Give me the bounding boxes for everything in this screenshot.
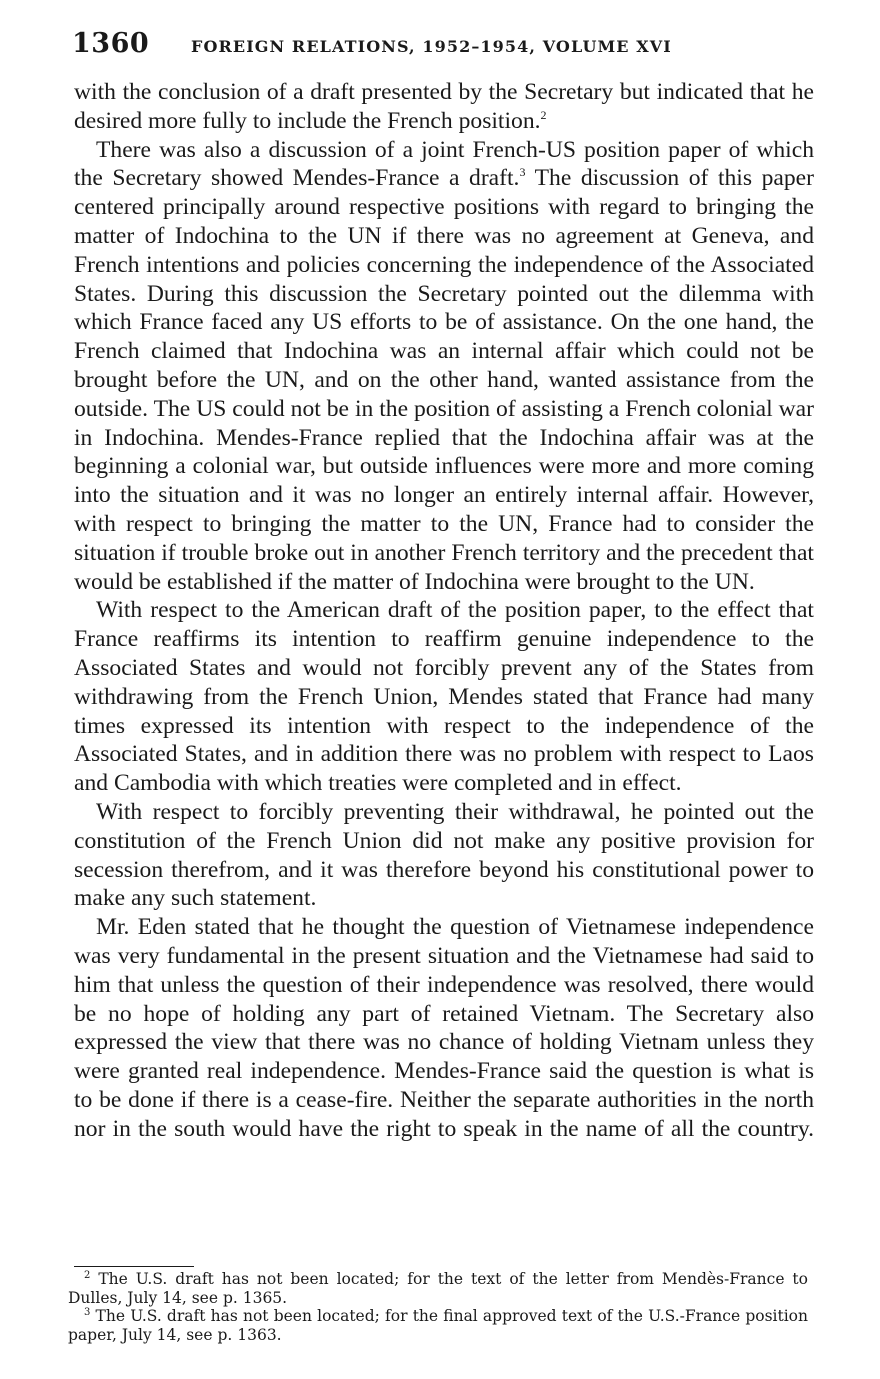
footnote-ref-2: 2 [540, 107, 547, 122]
page-number: 1360 [72, 28, 150, 59]
page-header [72, 28, 812, 64]
paragraph-text: There was also a discussion of a joint French-US position paper of which the Secretary showed Mendes-France a draft. [74, 136, 814, 192]
paragraph-4 [74, 798, 814, 913]
body-text [74, 78, 814, 1143]
footnote-ref-3: 3 [519, 165, 526, 180]
footnote-3 [68, 1307, 808, 1344]
footnote-text: The U.S. draft has not been located; for the text of the letter from Mendès-France to Dulles, July 14, see p. 1365. [68, 1270, 808, 1307]
paragraph-2 [74, 136, 814, 597]
paragraph-5 [74, 913, 814, 1143]
paragraph-3 [74, 596, 814, 798]
footnote-text: The U.S. draft has not been located; for the final approved text of the U.S.-France position paper, July 14, see p. 1363. [68, 1307, 808, 1344]
footnotes [68, 1270, 808, 1344]
paragraph-text: With respect to forcibly preventing their withdrawal, he pointed out the constitution of the French Union did not make any positive provision for secession therefrom, and it was therefore beyond his constitutional power to make any such statement. [74, 798, 814, 912]
footnote-divider [74, 1266, 194, 1267]
footnote-number: 2 [84, 1270, 91, 1281]
paragraph-1 [74, 78, 814, 136]
paragraph-text: Mr. Eden stated that he thought the question of Vietnamese independence was very fundamental in the present situation and the Vietnamese had said to him that unless the question of their independence was resolved, there would be no hope of holding any part of retained Vietnam. The Secretary also expressed the view that there was no chance of holding Vietnam unless they were granted real independence. Mendes-France said the question is what is to be done if there is a cease-fire. Neither the separate authorities in the north nor in the south would have the right to speak in the name of all the country. [74, 914, 814, 1142]
paragraph-text: With respect to the American draft of the position paper, to the effect that France reaffirms its intention to reaffirm genuine independence to the Associated States and would not forcibly prevent any of the States from withdrawing from the French Union, Mendes stated that France had many times expressed its intention with respect to the independence of the Associated States, and in addition there was no problem with respect to Laos and Cambodia with which treaties were completed and in effect. [74, 597, 814, 797]
paragraph-text: with the conclusion of a draft presented by the Secretary but indicated that he desired more fully to include the French position. [74, 79, 814, 134]
running-head: FOREIGN RELATIONS, 1952–1954, VOLUME XVI [191, 37, 672, 56]
footnote-number: 3 [84, 1307, 91, 1318]
footnote-2 [68, 1270, 808, 1307]
paragraph-text: The discussion of this paper centered principally around respective positions with regard to bringing the matter of Indochina to the UN if there was no agreement at Geneva, and French intentions and policies concerning the independence of the Associated States. During this discussion the Secretary pointed out the dilemma with which France faced any US efforts to be of assistance. On the one hand, the French claimed that Indochina was an internal affair which could not be brought before the UN, and on the other hand, wanted assistance from the outside. The US could not be in the position of assisting a French colonial war in Indochina. Mendes-France replied that the Indochina affair was at the beginning a colonial war, but outside influences were more and more coming into the situation and it was no longer an entirely internal affair. However, with respect to bringing the matter to the UN, France had to consider the situation if trouble broke out in another French territory and the precedent that would be established if the matter of Indochina were brought to the UN. [74, 165, 814, 595]
